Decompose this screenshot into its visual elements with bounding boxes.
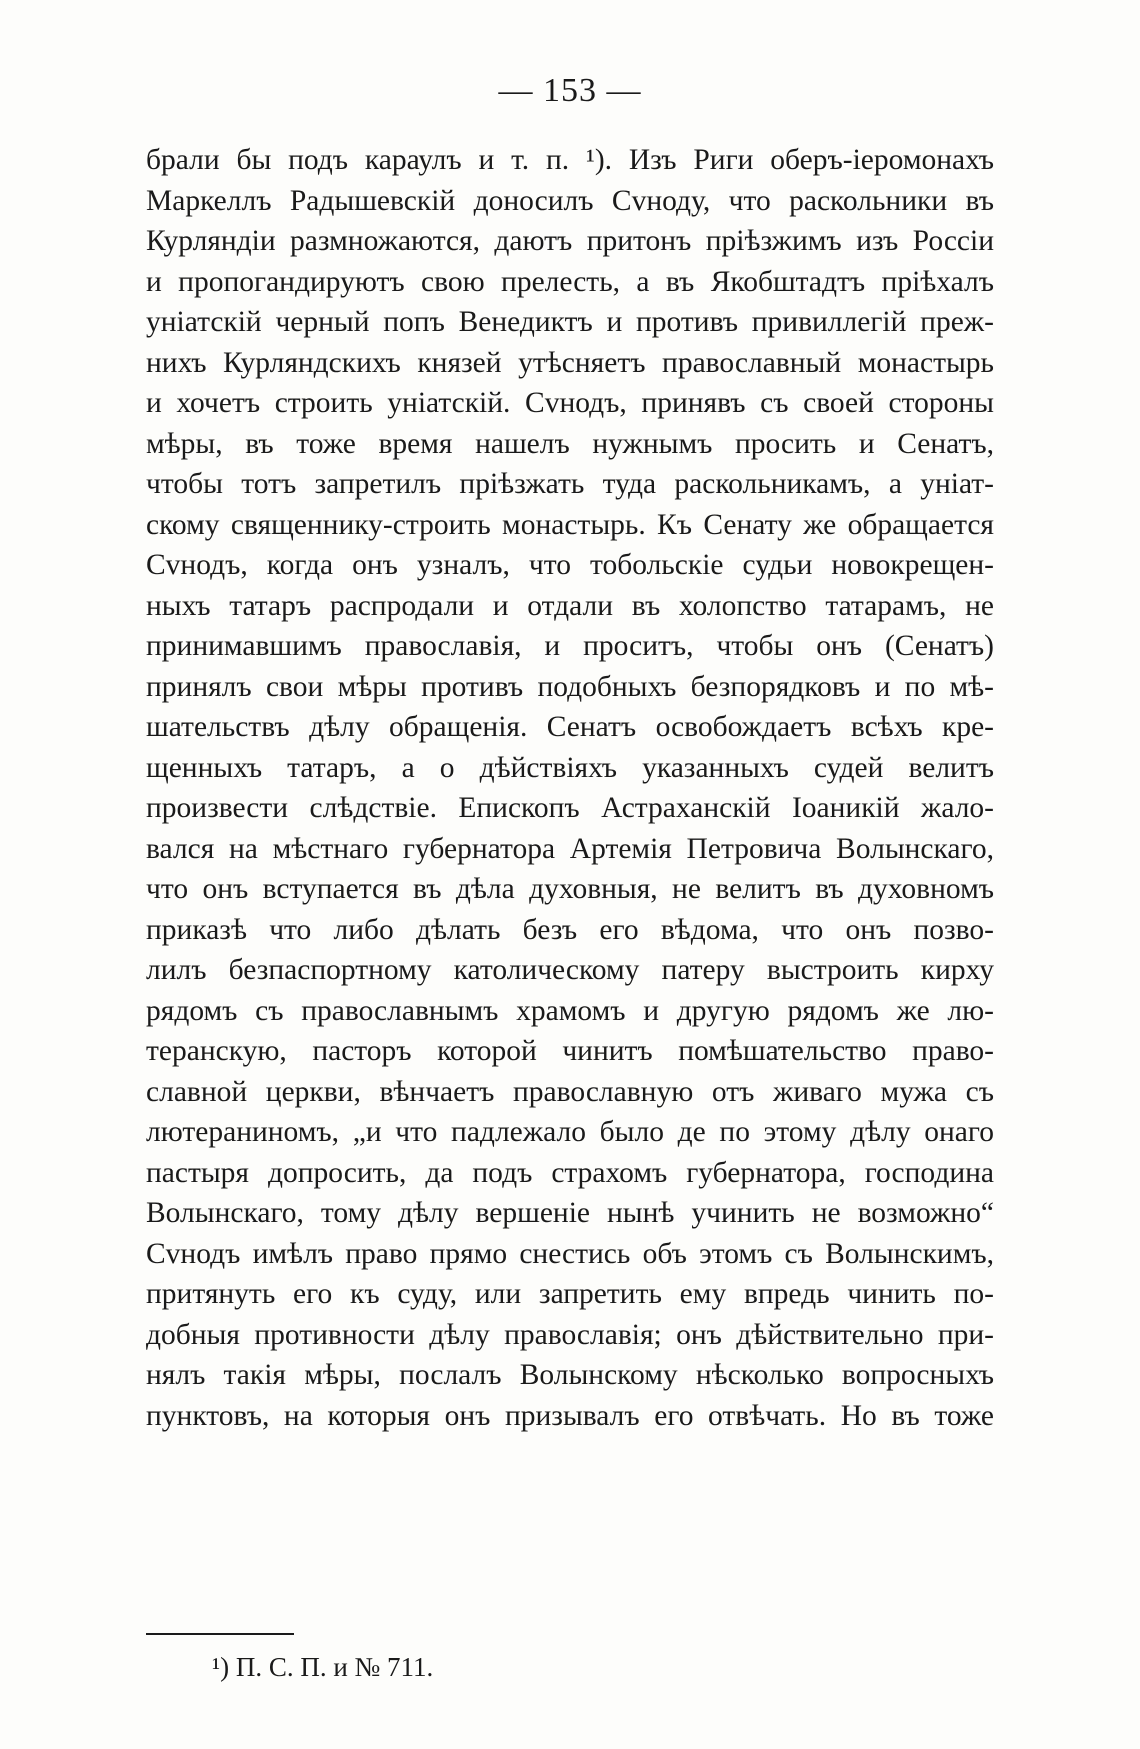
text-line: славной церкви, вѣнчаетъ православную отъ живаго мужа съ: [146, 1075, 994, 1108]
text-line: Курляндіи размножаются, даютъ притонъ пріѣзжимъ изъ Россіи: [146, 225, 994, 257]
text-line: пастыря допросить, да подъ страхомъ губернатора, господина: [146, 1156, 994, 1189]
text-line: щенныхъ татаръ, а о дѣйствіяхъ указанныхъ судей велитъ: [146, 751, 994, 784]
footnote-text: П. С. П. и № 711.: [235, 1652, 434, 1682]
text-line: брали бы подъ караулъ и т. п. ¹). Изъ Риги оберъ-іеромонахъ: [146, 144, 994, 176]
text-line: притянуть его къ суду, или запретить ему впредь чинить по-: [146, 1278, 994, 1310]
text-line: уніатскій черный попъ Венедиктъ и противъ привиллегій преж-: [146, 306, 994, 338]
text-line: мѣры, въ тоже время нашелъ нужнымъ просить и Сенатъ,: [146, 427, 994, 460]
text-line: ныхъ татаръ распродали и отдали въ холопство татарамъ, не: [146, 589, 994, 622]
page-number: — 153 —: [498, 72, 642, 109]
text-line: Маркеллъ Радышевскій доносилъ Сvноду, что раскольники въ: [146, 184, 994, 217]
text-line: лилъ безпаспортному католическому патеру выстроить кирху: [146, 954, 994, 986]
text-line: нихъ Курляндскихъ князей утѣсняетъ православный монастырь: [146, 346, 994, 379]
text-line: Волынскаго, тому дѣлу вершеніе нынѣ учинить не возможно“: [146, 1197, 994, 1229]
text-line: лютераниномъ, „и что падлежало было де по этому дѣлу онаго: [146, 1116, 994, 1148]
text-line: вался на мѣстнаго губернатора Артемія Петровича Волынскаго,: [146, 832, 994, 865]
main-text-block: [146, 140, 994, 1436]
text-line: пунктовъ, на которыя онъ призывалъ его отвѣчать. Но въ тоже: [146, 1399, 994, 1432]
text-line: и пропогандируютъ свою прелесть, а въ Якобштадтъ пріѣхалъ: [146, 265, 994, 298]
text-line: нялъ такія мѣры, послалъ Волынскому нѣсколько вопросныхъ: [146, 1359, 994, 1391]
text-line: рядомъ съ православнымъ храмомъ и другую рядомъ же лю-: [146, 994, 994, 1027]
text-line: что онъ вступается въ дѣла духовныя, не велитъ въ духовномъ: [146, 873, 994, 905]
footnote: [212, 1650, 433, 1684]
text-line: и хочетъ строить уніатскій. Сvнодъ, принявъ съ своей стороны: [146, 387, 994, 419]
text-line: приказѣ что либо дѣлать безъ его вѣдома, что онъ позво-: [146, 913, 994, 946]
text-line: добныя противности дѣлу православія; онъ дѣйствительно при-: [146, 1318, 994, 1351]
text-line: принимавшимъ православія, и проситъ, чтобы онъ (Сенатъ): [146, 630, 994, 662]
text-line: чтобы тотъ запретилъ пріѣзжать туда раскольникамъ, а уніат-: [146, 468, 994, 500]
text-line: шательствъ дѣлу обращенія. Сенатъ освобождаетъ всѣхъ кре-: [146, 711, 994, 743]
text-line: скому священнику-строить монастырь. Къ Сенату же обращается: [146, 508, 994, 541]
footnote-marker: ¹): [212, 1652, 230, 1682]
text-line: принялъ свои мѣры противъ подобныхъ безпорядковъ и по мѣ-: [146, 670, 994, 703]
text-line: Сvнодъ имѣлъ право прямо снестись объ этомъ съ Волынскимъ,: [146, 1237, 994, 1270]
text-line: Сvнодъ, когда онъ узналъ, что тобольскіе судьи новокрещен-: [146, 549, 994, 581]
footnote-divider: [146, 1633, 294, 1635]
text-line: теранскую, пасторъ которой чинитъ помѣшательство право-: [146, 1035, 994, 1067]
text-line: произвести слѣдствіе. Епископъ Астраханскій Іоаникій жало-: [146, 792, 994, 824]
